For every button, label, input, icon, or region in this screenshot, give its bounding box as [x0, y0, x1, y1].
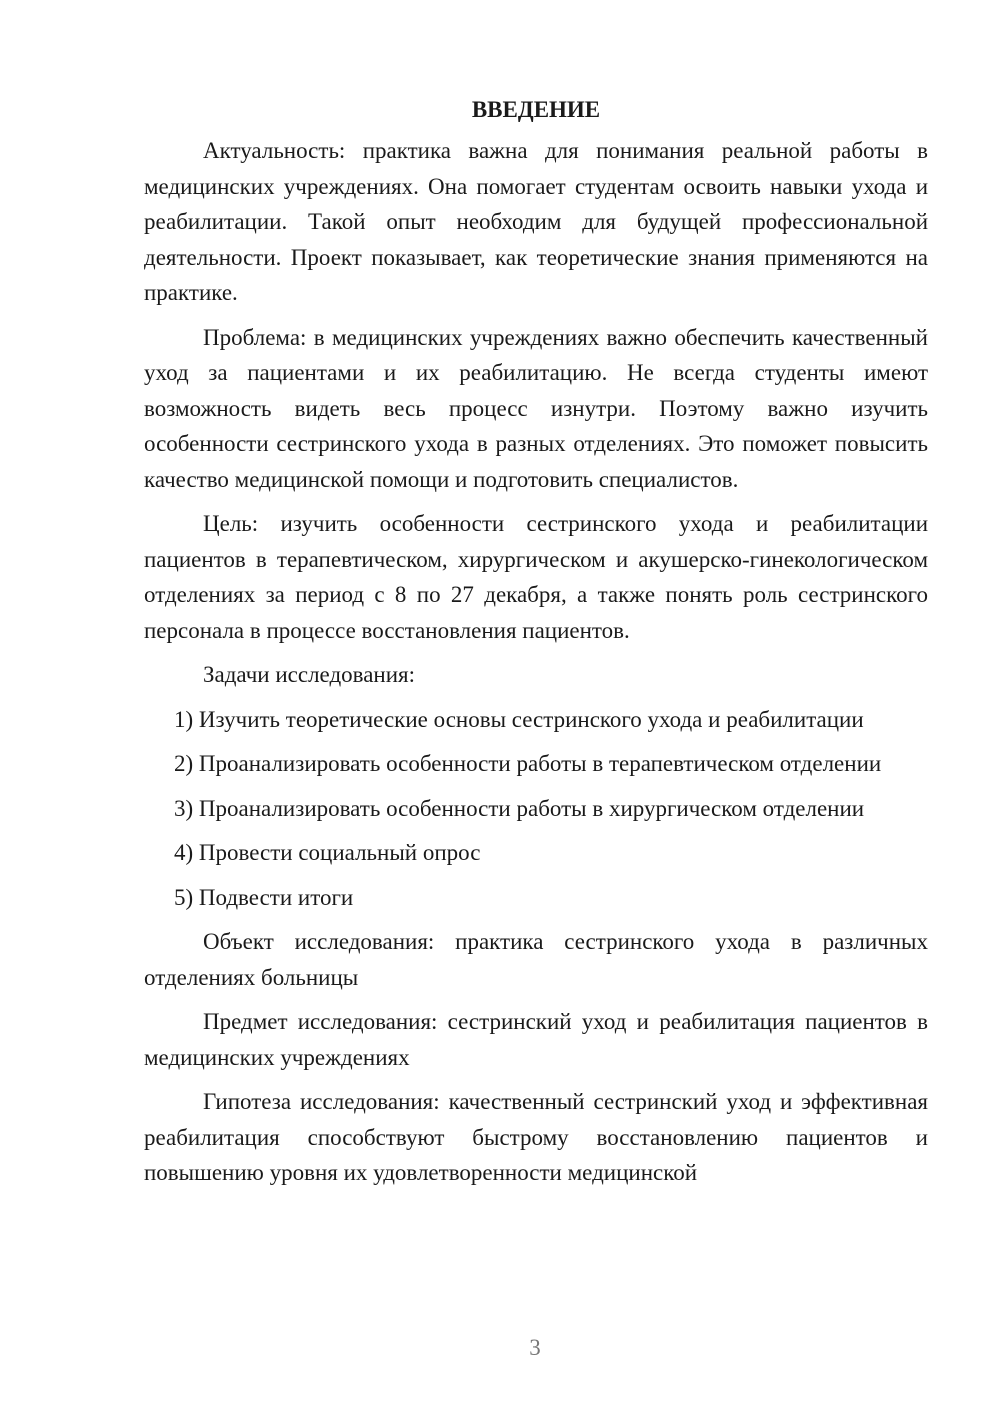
subject-paragraph: Предмет исследования: сестринский уход и реабилитация пациентов в медицинских учреждениях	[144, 1009, 928, 1070]
list-item: 5) Подвести итоги	[174, 884, 354, 910]
tasks-list	[144, 702, 928, 916]
document-page	[144, 92, 928, 1200]
goal-paragraph: Цель: изучить особенности сестринского ухода и реабилитации пациентов в терапевтическом, хирургическом и акушерско-гинекологическом отделениях за период с 8 по 27 декабря, а также понять роль сестринского персонала в процессе восстановления пациентов.	[144, 511, 928, 643]
tasks-heading: Задачи исследования:	[203, 662, 416, 687]
list-item: 1) Изучить теоретические основы сестринского ухода и реабилитации	[174, 706, 864, 732]
hypothesis-paragraph: Гипотеза исследования: качественный сестринский уход и эффективная реабилитация способствуют быстрому восстановлению пациентов и повышению уровня их удовлетворенности медицинской	[144, 1089, 928, 1185]
object-paragraph: Объект исследования: практика сестринского ухода в различных отделениях больницы	[144, 929, 928, 990]
list-item: 4) Провести социальный опрос	[174, 840, 481, 865]
section-heading: ВВЕДЕНИЕ	[471, 97, 601, 122]
list-item: 2) Проанализировать особенности работы в терапевтическом отделении	[174, 751, 882, 776]
relevance-paragraph: Актуальность: практика важна для понимания реальной работы в медицинских учреждениях. Она помогает студентам освоить навыки ухода и реабилитации. Такой опыт необходим для будущей профессиональной деятельности. Проект показывает, как теоретические знания применяются на практике.	[144, 138, 928, 305]
list-item: 3) Проанализировать особенности работы в хирургическом отделении	[174, 795, 865, 821]
page-number: 3	[529, 1335, 541, 1360]
problem-paragraph: Проблема: в медицинских учреждениях важно обеспечить качественный уход за пациентами и их реабилитацию. Не всегда студенты имеют возможность видеть весь процесс изнутри. Поэтому важно изучить особенности сестринского ухода в разных отделениях. Это поможет повысить качество медицинской помощи и подготовить специалистов.	[144, 324, 928, 492]
